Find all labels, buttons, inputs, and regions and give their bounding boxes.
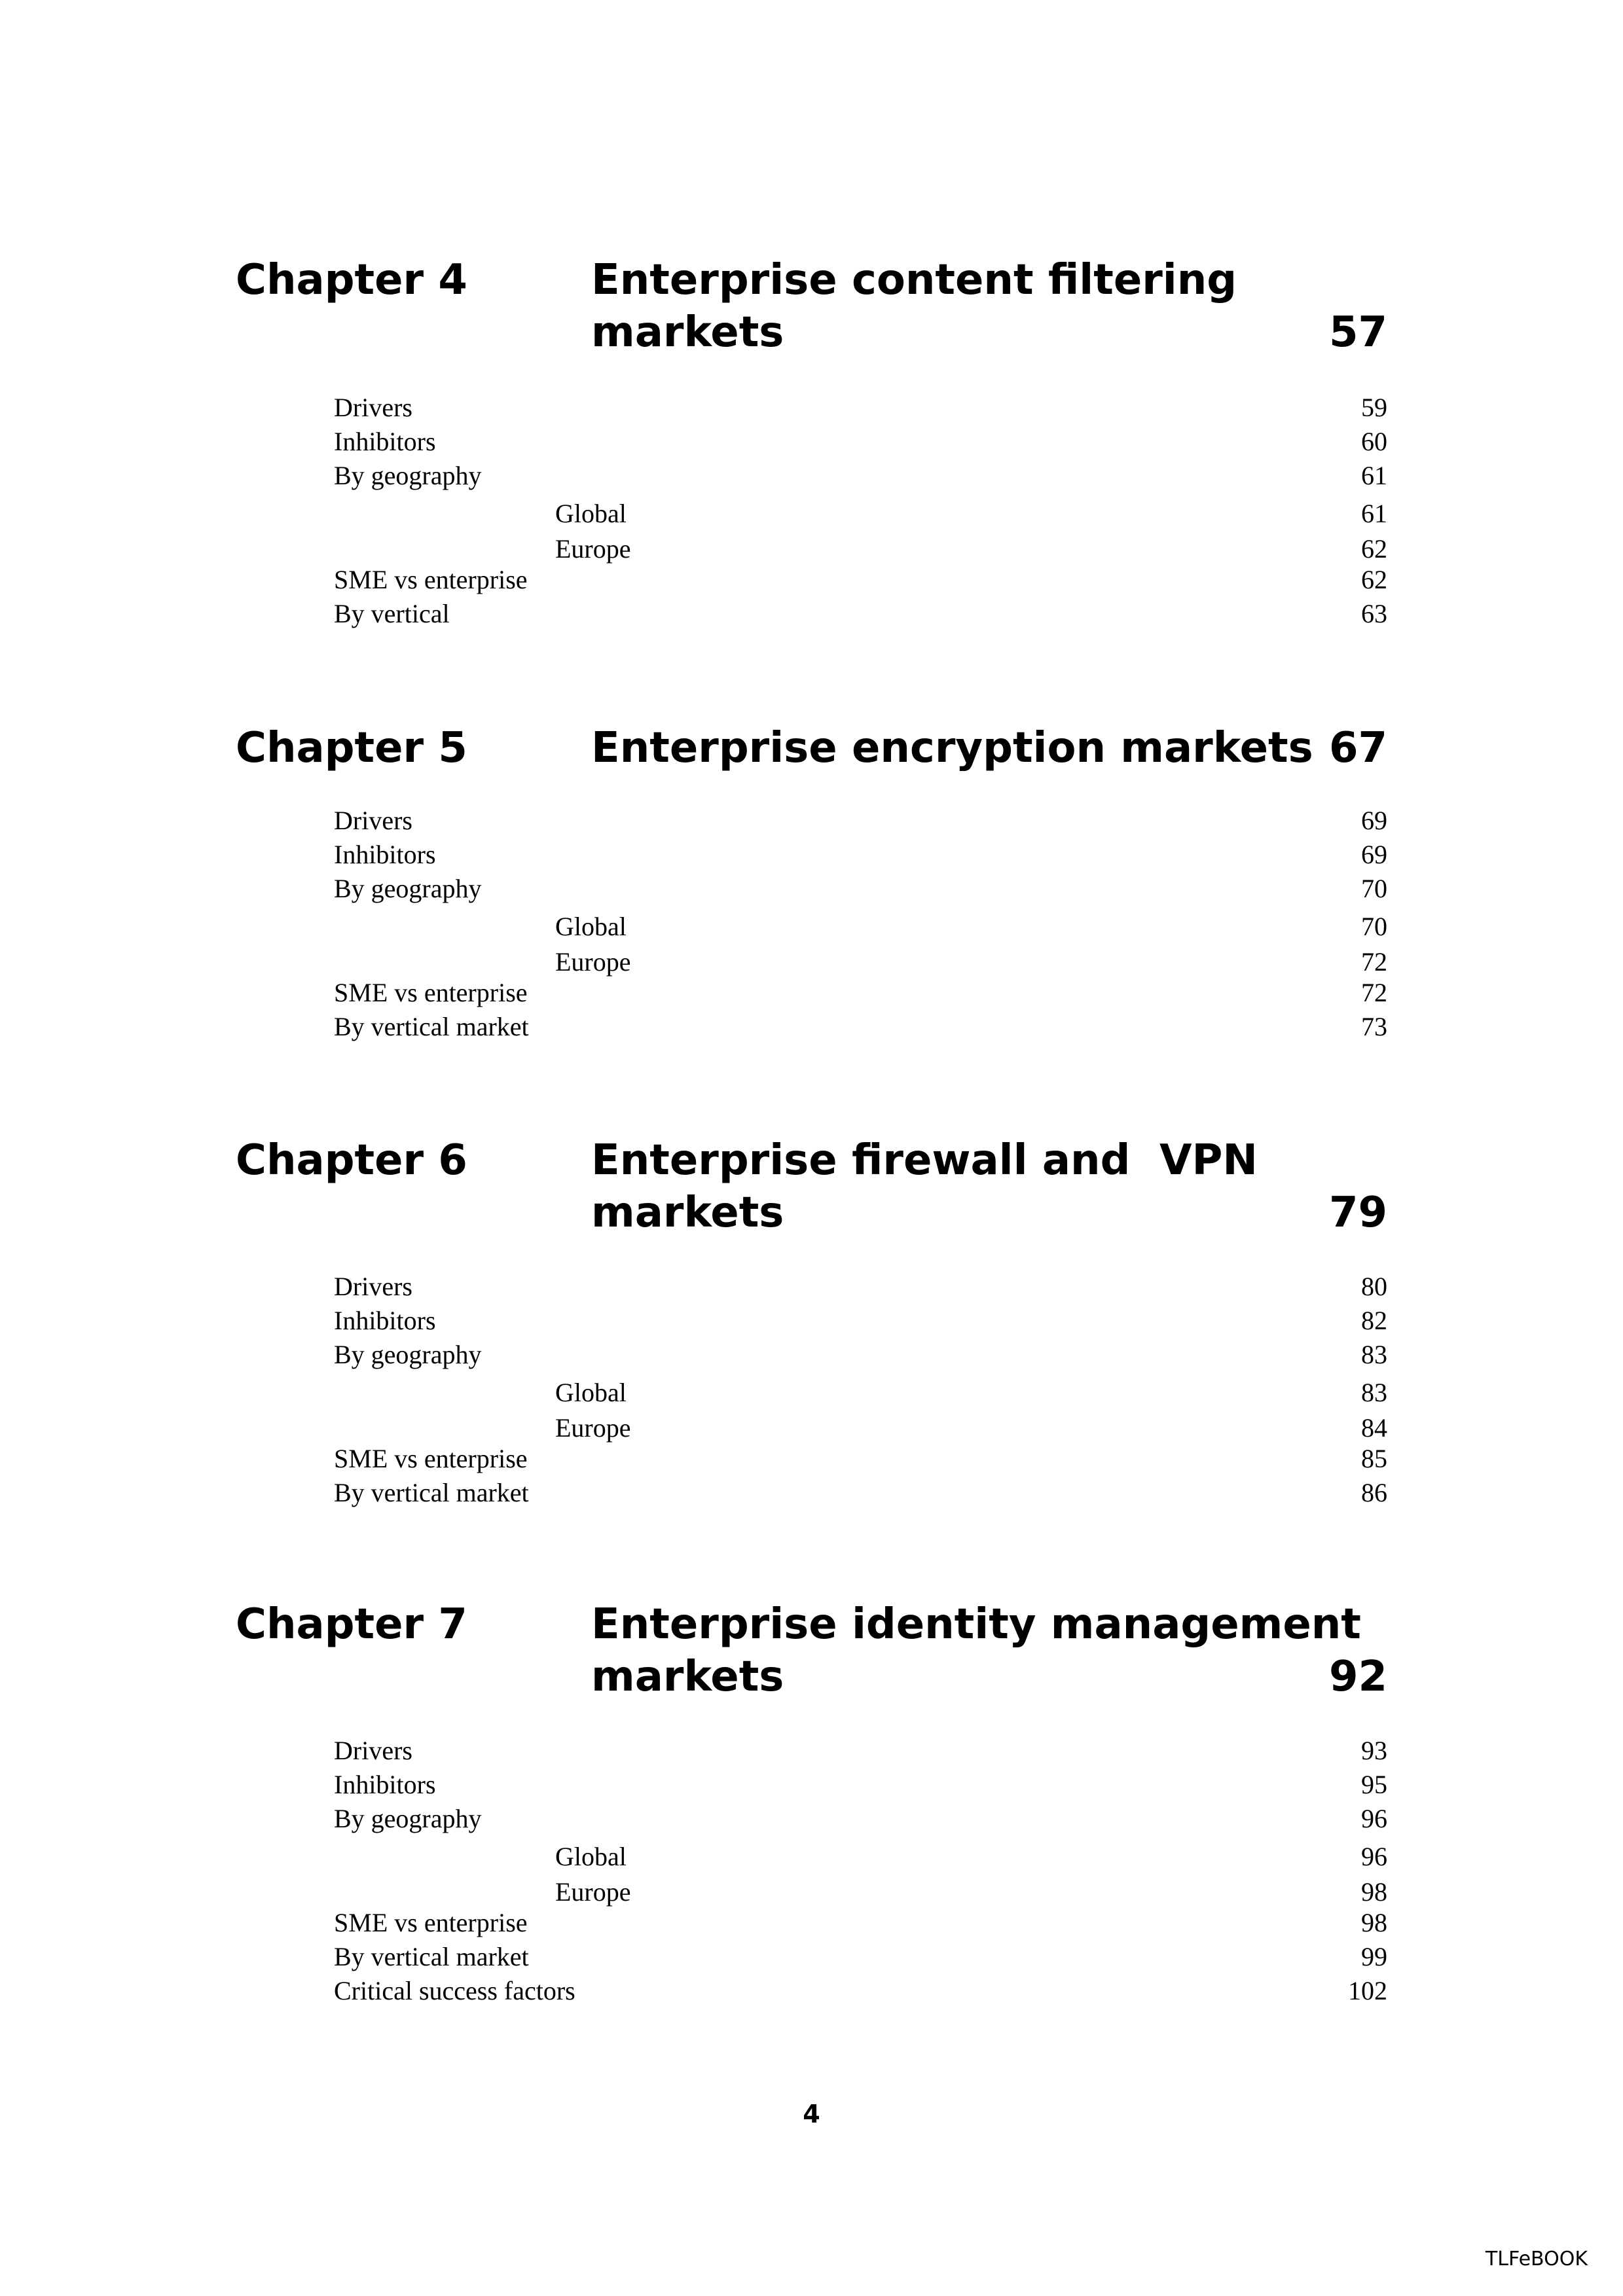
toc-entry-label: Inhibitors	[334, 427, 436, 456]
toc-entry-page: 85	[1361, 1444, 1387, 1473]
toc-entry-page: 59	[1361, 393, 1387, 422]
toc-entry-label: By vertical market	[334, 1012, 529, 1041]
toc-entry-page: 72	[1361, 947, 1387, 977]
toc-entry-label: Global	[555, 1842, 627, 1871]
toc-entry-page: 98	[1361, 1908, 1387, 1937]
toc-entry[interactable]	[0, 1940, 1623, 1974]
toc-entry-label: Inhibitors	[334, 840, 436, 869]
toc-subentry[interactable]	[0, 945, 1623, 979]
toc-entry-label: SME vs enterprise	[334, 565, 528, 594]
toc-entry-label: By geography	[334, 461, 482, 490]
toc-entry-label: Europe	[555, 947, 631, 977]
toc-entry-page: 84	[1361, 1413, 1387, 1443]
toc-entry[interactable]	[0, 391, 1623, 425]
chapter-title-line: markets	[591, 308, 784, 357]
toc-entry[interactable]	[0, 1442, 1623, 1476]
toc-entry-label: Inhibitors	[334, 1306, 436, 1335]
chapter-title-line: markets	[591, 1189, 784, 1237]
toc-subentry[interactable]	[0, 532, 1623, 566]
toc-entry[interactable]	[0, 872, 1623, 906]
chapter-label: Chapter 6	[236, 1136, 467, 1185]
toc-entry[interactable]	[0, 976, 1623, 1010]
toc-entry[interactable]	[0, 1734, 1623, 1768]
chapter-title-line: Enterprise identity management	[591, 1600, 1361, 1649]
toc-entry-label: SME vs enterprise	[334, 1908, 528, 1937]
toc-entry-label: Europe	[555, 1413, 631, 1443]
toc-entry-page: 96	[1361, 1842, 1387, 1871]
toc-entry-page: 61	[1361, 499, 1387, 528]
toc-entry-page: 98	[1361, 1877, 1387, 1907]
toc-entry-label: Global	[555, 499, 627, 528]
toc-entry-label: SME vs enterprise	[334, 978, 528, 1007]
toc-entry[interactable]	[0, 804, 1623, 838]
chapter-page-number: 67	[1328, 724, 1387, 772]
toc-entry-label: Drivers	[334, 1272, 412, 1301]
chapter-page-number: 92	[1328, 1653, 1387, 1701]
chapter-title-line: markets	[591, 1653, 784, 1701]
chapter-title-line: Enterprise content filtering	[591, 256, 1237, 304]
toc-entry[interactable]	[0, 425, 1623, 459]
toc-entry-label: Europe	[555, 534, 631, 564]
toc-entry-page: 83	[1361, 1378, 1387, 1407]
toc-entry-label: By geography	[334, 874, 482, 903]
toc-entry-page: 63	[1361, 599, 1387, 628]
toc-entry-page: 73	[1361, 1012, 1387, 1041]
toc-entry-label: Drivers	[334, 393, 412, 422]
page-number: 4	[803, 2100, 820, 2128]
toc-entry-label: By geography	[334, 1340, 482, 1369]
toc-entry-label: Europe	[555, 1877, 631, 1907]
toc-entry[interactable]	[0, 1802, 1623, 1836]
chapter-title[interactable]	[591, 1598, 1377, 1703]
toc-subentry[interactable]	[0, 1376, 1623, 1410]
toc-entry-page: 83	[1361, 1340, 1387, 1369]
toc-entry[interactable]	[0, 563, 1623, 597]
toc-subentry[interactable]	[0, 1411, 1623, 1445]
toc-entry-page: 102	[1348, 1976, 1387, 2005]
toc-entry-label: By vertical	[334, 599, 450, 628]
toc-entry-page: 69	[1361, 840, 1387, 869]
chapter-title[interactable]	[591, 1134, 1377, 1239]
toc-entry-page: 95	[1361, 1770, 1387, 1799]
toc-entry[interactable]	[0, 1010, 1623, 1044]
toc-entry[interactable]	[0, 597, 1623, 631]
toc-entry-page: 70	[1361, 912, 1387, 941]
chapter-title[interactable]	[591, 254, 1377, 359]
chapter-label: Chapter 5	[236, 724, 467, 772]
toc-entry-page: 69	[1361, 806, 1387, 835]
toc-entry-label: Global	[555, 1378, 627, 1407]
toc-entry[interactable]	[0, 1270, 1623, 1304]
toc-entry[interactable]	[0, 459, 1623, 493]
toc-entry[interactable]	[0, 1476, 1623, 1510]
toc-entry-label: Drivers	[334, 1736, 412, 1765]
chapter-label: Chapter 7	[236, 1600, 467, 1649]
chapter-label: Chapter 4	[236, 256, 467, 304]
toc-entry-page: 86	[1361, 1478, 1387, 1507]
toc-entry-page: 62	[1361, 565, 1387, 594]
toc-entry-page: 82	[1361, 1306, 1387, 1335]
toc-entry-label: Drivers	[334, 806, 412, 835]
toc-subentry[interactable]	[0, 497, 1623, 531]
toc-entry[interactable]	[0, 1338, 1623, 1372]
toc-entry-label: Inhibitors	[334, 1770, 436, 1799]
chapter-title-line: Enterprise encryption markets	[591, 724, 1313, 772]
toc-entry-page: 96	[1361, 1804, 1387, 1833]
toc-subentry[interactable]	[0, 1875, 1623, 1909]
chapter-page-number: 57	[1328, 308, 1387, 357]
chapter-page-number: 79	[1328, 1189, 1387, 1237]
toc-subentry[interactable]	[0, 910, 1623, 944]
toc-entry-label: SME vs enterprise	[334, 1444, 528, 1473]
toc-entry-page: 62	[1361, 534, 1387, 564]
toc-entry-page: 61	[1361, 461, 1387, 490]
toc-entry[interactable]	[0, 838, 1623, 872]
toc-entry-label: By geography	[334, 1804, 482, 1833]
toc-entry-page: 72	[1361, 978, 1387, 1007]
chapter-title-line: Enterprise firewall and VPN	[591, 1136, 1258, 1185]
toc-entry-label: By vertical market	[334, 1942, 529, 1971]
toc-entry-page: 80	[1361, 1272, 1387, 1301]
toc-entry-page: 60	[1361, 427, 1387, 456]
watermark: TLFeBOOK	[1485, 2248, 1588, 2270]
toc-entry-page: 99	[1361, 1942, 1387, 1971]
chapter-title[interactable]	[591, 722, 1377, 774]
toc-subentry[interactable]	[0, 1840, 1623, 1874]
toc-entry-label: Global	[555, 912, 627, 941]
toc-entry-page: 70	[1361, 874, 1387, 903]
toc-entry-page: 93	[1361, 1736, 1387, 1765]
toc-entry[interactable]	[0, 1974, 1623, 2008]
toc-entry[interactable]	[0, 1906, 1623, 1940]
toc-entry[interactable]	[0, 1768, 1623, 1802]
toc-entry-label: Critical success factors	[334, 1976, 575, 2005]
toc-entry[interactable]	[0, 1304, 1623, 1338]
toc-entry-label: By vertical market	[334, 1478, 529, 1507]
